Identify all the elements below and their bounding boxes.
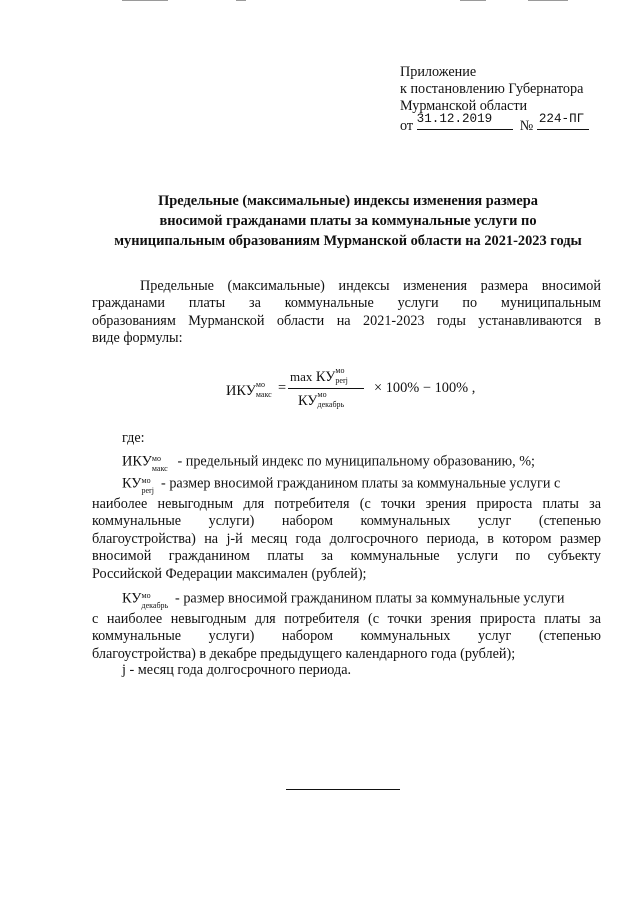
title-line-3: муниципальным образованиям Мурманской области на 2021-2023 годы	[114, 233, 582, 249]
fraction-bar	[288, 388, 364, 389]
approval-date-line	[400, 112, 620, 135]
def3-line-3: коммунальные услуги) набором коммунальных услуг (степенью	[92, 628, 601, 645]
formula-tail: × 100% − 100% ,	[374, 380, 476, 396]
def2-line-3: коммунальные услуги) набором коммунальных услуг (степенью	[92, 513, 601, 530]
formula-denominator	[298, 390, 352, 414]
def3-line-4: благоустройства) в декабре предыдущего календарного года (рублей);	[92, 645, 516, 662]
def2-text-first: - размер вносимой гражданином платы за коммунальные услуги с	[157, 475, 561, 492]
approval-block	[400, 64, 620, 135]
date-value: 31.12.2019	[416, 112, 493, 126]
definition-1	[92, 450, 601, 474]
def1-var: ИКУ	[122, 453, 152, 470]
formula-lhs-sup: мо	[255, 380, 265, 389]
formula-num-sup: мо	[335, 366, 345, 375]
document-title	[92, 191, 604, 251]
definition-4	[92, 662, 601, 679]
formula-equals: =	[278, 380, 287, 396]
formula-den-sup: мо	[317, 390, 327, 399]
def1-sup: мо	[151, 454, 161, 463]
number-value: 224-ПГ	[538, 112, 585, 126]
where-label: где:	[122, 430, 145, 446]
intro-line-4: виде формулы:	[92, 330, 183, 347]
approval-line-3: Мурманской области	[400, 98, 528, 114]
intro-line-2: гражданами платы за коммунальные услуги по муниципальным	[92, 295, 601, 312]
def1-sub: макс	[151, 464, 168, 473]
formula-den-sub: декабрь	[317, 400, 345, 409]
formula-den-var: КУ	[298, 393, 318, 410]
def3-line-2: с наиболее невыгодным для потребителя (с точки зрения прироста платы за	[92, 611, 601, 627]
formula-lhs	[226, 380, 286, 404]
def2-line-2: наиболее невыгодным для потребителя (с точки зрения прироста платы за	[92, 496, 601, 512]
def2-sup: мо	[141, 476, 151, 485]
approval-line-1: Приложение	[400, 64, 477, 80]
number-field	[537, 112, 589, 130]
formula-lhs-var: ИКУ	[226, 383, 256, 400]
intro-line-1: Предельные (максимальные) индексы изменения размера вносимой	[140, 278, 601, 294]
date-prefix: от	[400, 118, 414, 134]
def3-sup: мо	[141, 591, 151, 600]
def2-line-4: благоустройства) на j-й месяц года долгосрочного периода, в котором размер	[92, 530, 601, 547]
definition-2	[92, 472, 601, 583]
definition-3	[92, 587, 601, 663]
number-prefix: №	[519, 118, 534, 134]
formula	[226, 366, 526, 414]
closing-separator-line	[286, 789, 400, 790]
intro-paragraph	[92, 278, 601, 348]
def2-var: КУ	[122, 475, 142, 492]
formula-num-var: КУ	[315, 369, 336, 386]
where-label-row	[92, 430, 601, 447]
def3-text-first: - размер вносимой гражданином платы за коммунальные услуги	[171, 590, 565, 607]
formula-lhs-sub: макс	[255, 390, 272, 399]
formula-numerator	[290, 366, 355, 390]
title-line-2: вносимой гражданами платы за коммунальные услуги по	[159, 213, 537, 229]
def1-text: - предельный индекс по муниципальному образованию, %;	[173, 453, 535, 470]
def4-text: j - месяц года долгосрочного периода.	[122, 662, 352, 678]
def3-var: КУ	[122, 590, 142, 607]
formula-num-sub: perj	[335, 376, 348, 385]
approval-line-2: к постановлению Губернатора	[400, 81, 584, 97]
def2-sub: perj	[141, 486, 154, 495]
def2-line-5: вносимой гражданином платы за коммунальные услуги по субъекту	[92, 548, 601, 565]
formula-num-max: max	[290, 369, 313, 385]
title-line-1: Предельные (максимальные) индексы изменения размера	[158, 193, 538, 209]
date-field	[416, 112, 513, 130]
def2-line-6: Российской Федерации максимален (рублей);	[92, 565, 367, 582]
intro-line-3: образованиям Мурманской области на 2021-2023 годы устанавливаются в	[92, 312, 601, 329]
def3-sub: декабрь	[141, 601, 169, 610]
